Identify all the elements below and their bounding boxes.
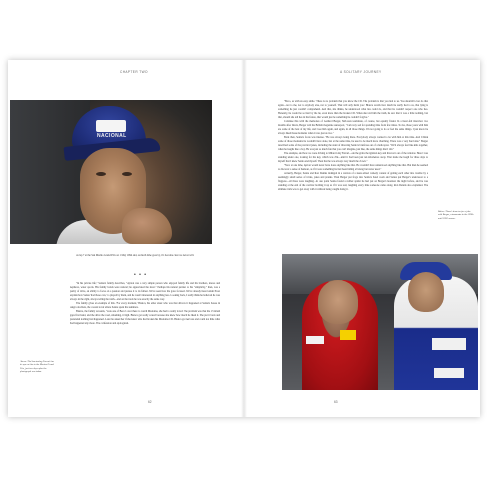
running-head-right: A SOLITARY JOURNEY [340, 70, 382, 74]
red-driver-face [318, 280, 358, 324]
body-paragraph: Actually, Berger, Senna and Ron Dennis indulged in a version of a skate-wheel comedy contest of getting each other into trouble by a seemingly small series of tricks, jokes and pranks. Then Berger put frogs into Senna's hotel room and Senna put Berger's underwear to a flagpole—all three were laughing. At one point Senna found a rubber spider he had put on Berger's headrest the night before, and he was standing at the end of the corridor holding it up as if it was real, laughing every time someone came along. Ron Dennis also explained. The ultimate trick was to get away with it without being caught doing it. [278, 172, 428, 191]
body-paragraph: Continue this with the memories of Gerhard Berger, McLaren teammate, of course, but equally friend. In a heart-felt interview two months after Imola, Berger told the British magazine Autosport, "I am very sad for spending time from few times. To me, those years with him are some of the best of my life, and I see him again, and again, in all those things. I'm not going to do or feel the same things. I just know he always liked these moments when it was just us two." [278, 120, 428, 135]
paddock-photo [282, 254, 478, 390]
eye-left [96, 172, 106, 176]
body-paragraph: The example, and how we were driving to Milan in my Ferrari—and he grabs the ignition key and throws it out of the window. Here I was standing under one, looking for the key, which was 25k—until it had been just ten kilometres away. That made me laugh for three days to myself that I knew Senna and myself. Then that he was always very much the clown." [278, 152, 428, 163]
white-driver-face [408, 272, 444, 312]
body-paragraph: "Now at one time, Ayrton would never have done anything like that. He wouldn't have understood anything like that. But then he seemed to discover a sense of humour, as if it were something he had been hiding all along but never used." [278, 164, 428, 171]
section-break: • • • [134, 272, 148, 278]
cap-logo-badge [96, 120, 126, 132]
right-text-body [278, 100, 428, 192]
sponsor-logo-2 [434, 368, 464, 378]
book-spread [8, 60, 480, 417]
body-paragraph: "In his private life," Senna's family describes, "Ayrton was a very simple person who enjoyed family life and his brothers, nieces and nephews, water sports. His family bonds were natural; he appreciated the most." Perhaps his natural partner to his "simplicity," then, was a purity of drive, an ability to focus on a passion and pursue it to its fullest. We've seen how the gave focused. We've already heard Alain Prost explain how Senna 'had those cars,' to played by them, and he wasn't interested in anything less. Looking back, I really think he believed he was always in the right, always telling the truth—and on the track he was exactly the same way. [70, 282, 220, 301]
body-paragraph: Bianca, the family recounts, "took one of Beco's over there to watch Madonna, she had to really loved: 'the problem was that the 13 inlaid gaps first hand, and the drive the road, smashing, it high. Bianca got really scared because she knew how much he liked it. She put it back and pretended nothing had happened. Later he asked her if she knew who had broken his Madonna CD. Bianca got nervous and could not hide what had happened any more. The confession and apologized. [70, 310, 220, 325]
portrait-photo [10, 100, 212, 244]
right-caption: Below: There's time too for a joke with Berger, a teammate in the 1990s until 1992 season. [438, 210, 474, 220]
folio-left: 62 [148, 400, 152, 404]
eye-right [122, 172, 132, 176]
cap-logo-text: NACIONAL [97, 133, 127, 139]
left-text-intro [70, 254, 220, 258]
hand [122, 208, 172, 244]
left-caption: Above: The San-testing Ferrari has its eye on him to the Marina Grand Prix, just two days after the photograph was taken. [20, 360, 54, 374]
suit-patch-white [306, 336, 324, 344]
suit-patch-yellow [340, 330, 356, 340]
folio-right: 63 [334, 400, 338, 404]
running-head-left: CHAPTER TWO [120, 70, 148, 74]
left-page [8, 60, 244, 417]
body-paragraph: "Beco, as with an easy smile. 'There is no problem that you know the CD. The problem is that you lied to us. You shouldn't ever do that again—not to me, not to anybody else, not to yourself. That will only harm you.' Bianca recalls how much he really lied to us, that lying is something he just couldn't comprehend. And that, she thinks, he understood what lies could do, and that he couldn't respect one who lies. Honestly, he would be so hurt by the lie, even more than the broken CD. When she told him the truth, he saw that it was a little nothing, but that, should she tell lies in the future, that would just be something he couldn't forgive." [278, 100, 428, 119]
sponsor-logo-1 [432, 338, 466, 350]
intro-paragraph: on lap 7 at the San Marino Grand Prix on 1 May 1994 and, as much time goes by, it's become clear we never will. [76, 254, 195, 257]
left-text-body [70, 282, 220, 326]
right-page [244, 60, 480, 417]
body-paragraph: The family gives an example of this. 'For every moment,' Bianca, his elder sister who was that drivers it happened at Senna's house in Angra dos Reis, the coastal town where Senna spent his summers. [70, 302, 220, 309]
body-paragraph: Back then, Senna's focus was intense. "He was always being there. Everybody always wanted to be with him at this time. And I think some of those moments he wouldn't have done, but at the same time, he used to be much more charming. There was a very hard side." Berger described some of the practical jokes, including the stunt of throwing Senna's briefcase out of a helicopter. "We'd always feel like kids together, when he laughs like a boy. He was just so much fun that you can't imagine, just like, the same things that I did." [278, 136, 428, 151]
